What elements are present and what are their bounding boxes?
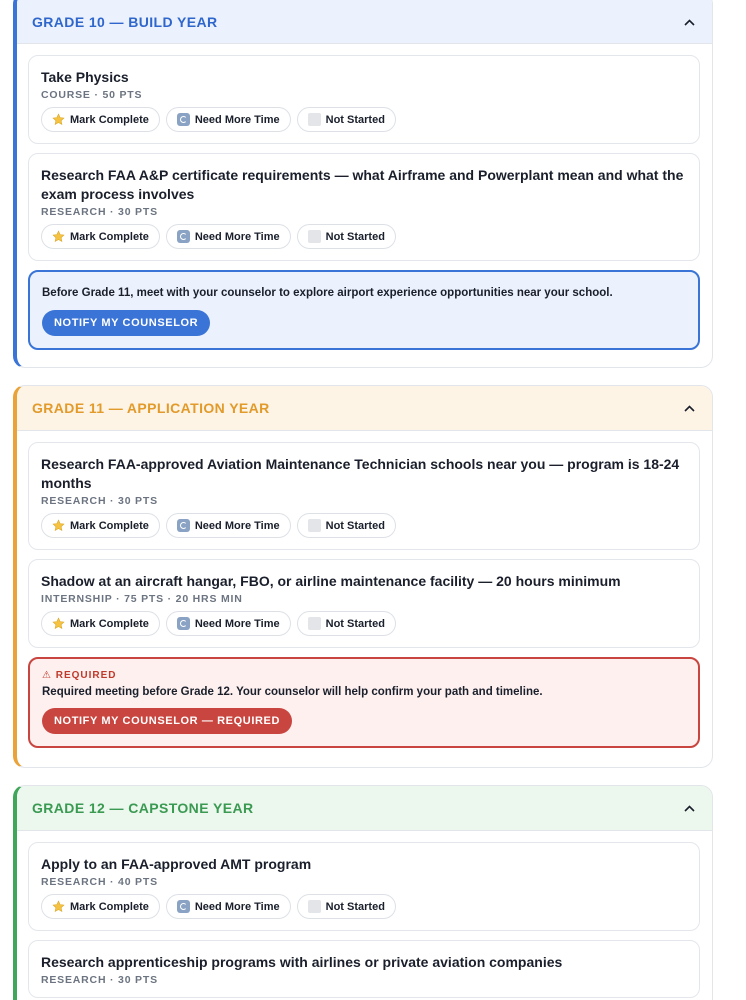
not-started-button[interactable] [297, 513, 396, 538]
grade-11-section [13, 385, 713, 768]
mark-complete-label: Mark Complete [70, 113, 149, 126]
task-title: Research apprenticeship programs with airlines or private aviation companies [41, 954, 563, 970]
mark-complete-button[interactable] [41, 107, 160, 132]
refresh-icon [177, 900, 190, 913]
mark-complete-button[interactable] [41, 513, 160, 538]
empty-box-icon [308, 900, 321, 913]
refresh-icon [177, 617, 190, 630]
task-title: Take Physics [41, 69, 129, 85]
need-more-time-button[interactable] [166, 894, 291, 919]
task-card [28, 940, 700, 998]
not-started-button[interactable] [297, 107, 396, 132]
refresh-icon [177, 113, 190, 126]
not-started-label: Not Started [325, 230, 385, 243]
mark-complete-label: Mark Complete [70, 519, 149, 532]
notice-text: Before Grade 11, meet with your counselor to explore airport experience opportunities near your school. [42, 287, 613, 299]
empty-box-icon [308, 617, 321, 630]
notify-counselor-required-button[interactable]: NOTIFY MY COUNSELOR — REQUIRED [42, 708, 292, 734]
grade-10-section [13, 0, 713, 368]
task-title: Apply to an FAA-approved AMT program [41, 856, 312, 872]
mark-complete-button[interactable] [41, 894, 160, 919]
star-icon [52, 230, 65, 243]
need-more-time-label: Need More Time [194, 113, 280, 126]
refresh-icon [177, 519, 190, 532]
section-title: GRADE 12 — CAPSTONE YEAR [32, 800, 254, 816]
notice-text: Required meeting before Grade 12. Your counselor will help confirm your path and timeline. [42, 686, 543, 698]
grade-10-header[interactable] [17, 0, 712, 44]
mark-complete-button[interactable] [41, 611, 160, 636]
task-title: Research FAA-approved Aviation Maintenance Technician schools near you — program is 18-24 months [41, 456, 680, 491]
task-title: Shadow at an aircraft hangar, FBO, or airline maintenance facility — 20 hours minimum [41, 573, 621, 589]
task-card [28, 55, 700, 144]
need-more-time-button[interactable] [166, 611, 291, 636]
not-started-label: Not Started [325, 617, 385, 630]
not-started-button[interactable] [297, 224, 396, 249]
task-card [28, 153, 700, 261]
task-card [28, 559, 700, 648]
mark-complete-label: Mark Complete [70, 230, 149, 243]
task-meta: RESEARCH · 30 PTS [41, 974, 158, 986]
star-icon [52, 617, 65, 630]
need-more-time-label: Need More Time [194, 230, 280, 243]
not-started-label: Not Started [325, 113, 385, 126]
star-icon [52, 113, 65, 126]
not-started-button[interactable] [297, 894, 396, 919]
task-card [28, 442, 700, 550]
star-icon [52, 900, 65, 913]
need-more-time-button[interactable] [166, 107, 291, 132]
empty-box-icon [308, 519, 321, 532]
empty-box-icon [308, 230, 321, 243]
chevron-up-icon[interactable] [682, 801, 696, 815]
required-label: ⚠ REQUIRED [42, 670, 117, 681]
task-title: Research FAA A&P certificate requirements — what Airframe and Powerplant mean and what the exam process involves [41, 167, 684, 202]
refresh-icon [177, 230, 190, 243]
chevron-up-icon[interactable] [682, 401, 696, 415]
mark-complete-label: Mark Complete [70, 617, 149, 630]
not-started-label: Not Started [325, 900, 385, 913]
task-meta: RESEARCH · 30 PTS [41, 495, 158, 507]
need-more-time-label: Need More Time [194, 617, 280, 630]
need-more-time-label: Need More Time [194, 519, 280, 532]
not-started-button[interactable] [297, 611, 396, 636]
not-started-label: Not Started [325, 519, 385, 532]
mark-complete-button[interactable] [41, 224, 160, 249]
star-icon [52, 519, 65, 532]
empty-box-icon [308, 113, 321, 126]
grade-12-header[interactable] [17, 786, 712, 831]
need-more-time-button[interactable] [166, 224, 291, 249]
task-meta: RESEARCH · 30 PTS [41, 206, 158, 218]
task-card [28, 842, 700, 931]
section-title: GRADE 10 — BUILD YEAR [32, 14, 218, 30]
grade-11-header[interactable] [17, 386, 712, 431]
need-more-time-label: Need More Time [194, 900, 280, 913]
task-meta: RESEARCH · 40 PTS [41, 876, 158, 888]
counselor-notice [28, 270, 700, 350]
grade-12-section [13, 785, 713, 1000]
required-notice [28, 657, 700, 748]
mark-complete-label: Mark Complete [70, 900, 149, 913]
chevron-up-icon[interactable] [682, 15, 696, 29]
need-more-time-button[interactable] [166, 513, 291, 538]
notify-counselor-button[interactable]: NOTIFY MY COUNSELOR [42, 310, 210, 336]
section-title: GRADE 11 — APPLICATION YEAR [32, 400, 270, 416]
task-meta: COURSE · 50 PTS [41, 89, 143, 101]
task-meta: INTERNSHIP · 75 PTS · 20 HRS MIN [41, 593, 243, 605]
